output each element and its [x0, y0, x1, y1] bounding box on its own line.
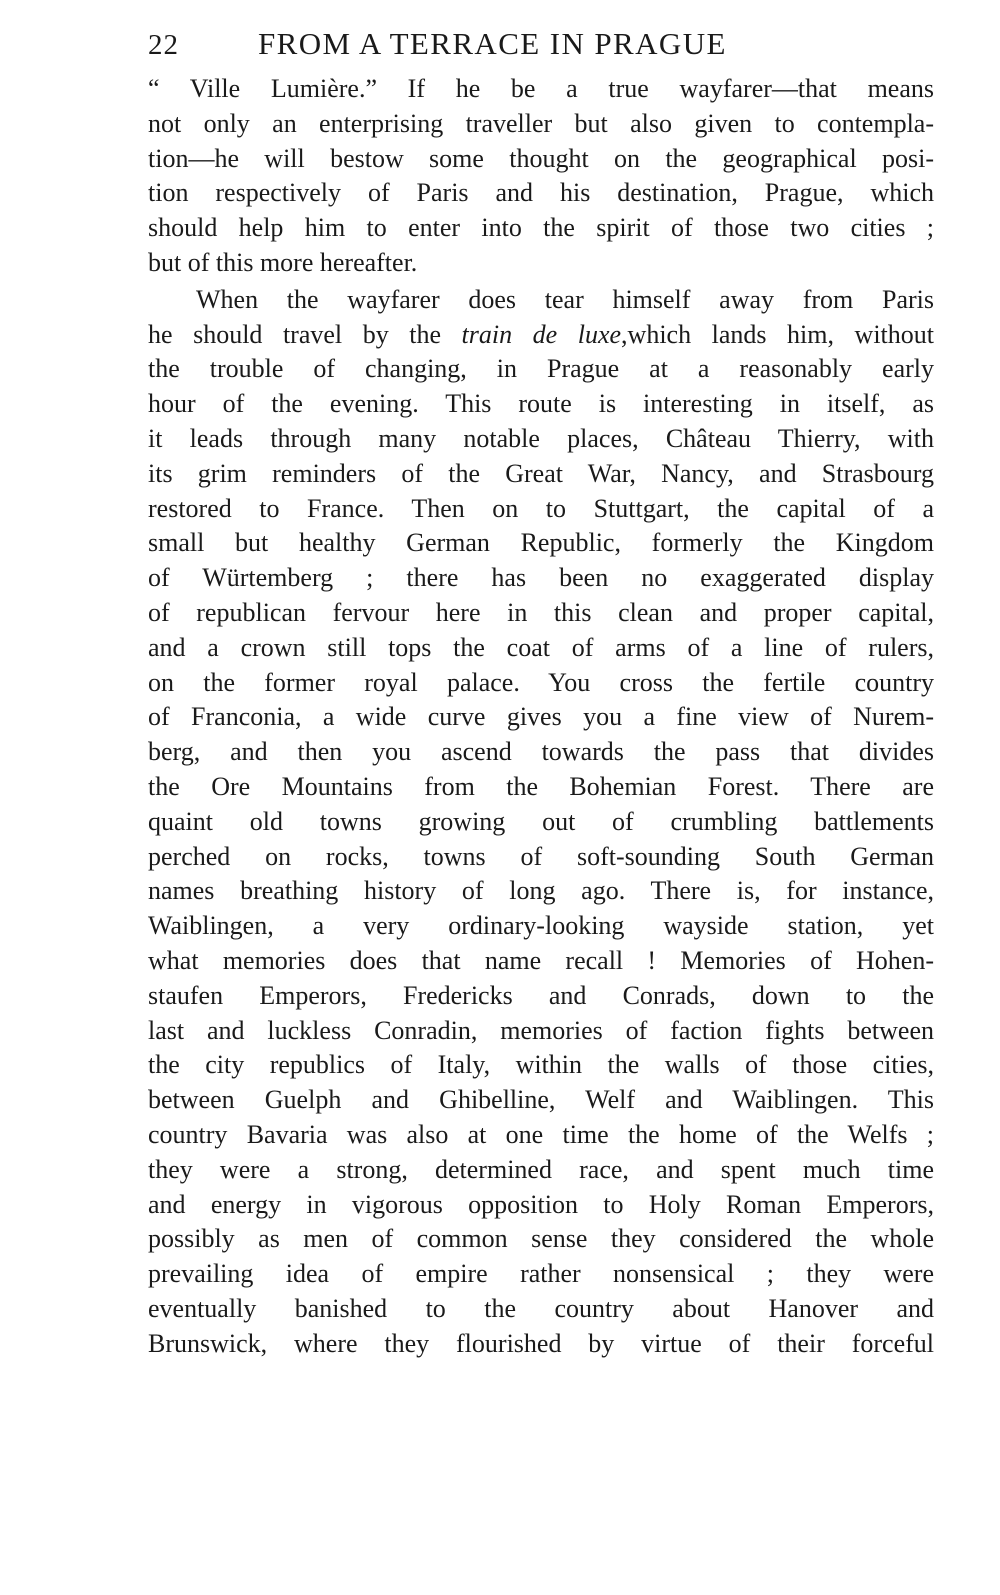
text-line: “ Ville Lumière.” If he be a true wayfarer—that means [148, 74, 934, 103]
text-line: quaint old towns growing out of crumbling battlements [148, 806, 934, 836]
text-line: they were a strong, determined race, and spent much time [148, 1154, 934, 1184]
text-line: not only an enterprising traveller but also given to contempla- [148, 108, 934, 138]
text-line: small but healthy German Republic, formerly the Kingdom [148, 528, 934, 558]
text-line: and energy in vigorous opposition to Holy Roman Emperors, [148, 1189, 934, 1219]
text-line: country Bavaria was also at one time the home of the Welfs ; [148, 1119, 934, 1149]
text-line: prevailing idea of empire rather nonsensical ; they were [148, 1259, 934, 1289]
text-line: hour of the evening. This route is interesting in itself, as [148, 389, 934, 419]
paragraph-1 [148, 72, 934, 281]
text-line: of republican fervour here in this clean and proper capital, [148, 597, 934, 627]
text-segment: ,which lands him, without [621, 319, 934, 349]
text-line: it leads through many notable places, Château Thierry, with [148, 423, 934, 453]
running-title: FROM A TERRACE IN PRAGUE [258, 26, 727, 61]
text-line [148, 318, 934, 353]
text-line: tion—he will bestow some thought on the geographical posi- [148, 143, 934, 173]
text-line: and a crown still tops the coat of arms of a line of rulers, [148, 632, 934, 662]
text-line: When the wayfarer does tear himself away from Paris [196, 284, 934, 314]
running-head [148, 26, 934, 72]
text-line: last and luckless Conradin, memories of faction fights between [148, 1015, 934, 1045]
text-line: staufen Emperors, Fredericks and Conrads, down to the [148, 980, 934, 1010]
paragraph-2 [148, 283, 934, 1362]
text-line: possibly as men of common sense they considered the whole [148, 1224, 934, 1254]
book-page [148, 26, 934, 1361]
text-line: its grim reminders of the Great War, Nancy, and Strasbourg [148, 458, 934, 488]
text-line: tion respectively of Paris and his destination, Prague, which [148, 178, 934, 208]
text-line: the trouble of changing, in Prague at a reasonably early [148, 354, 934, 384]
text-line: what memories does that name recall ! Memories of Hohen- [148, 945, 934, 975]
page-number: 22 [148, 29, 179, 61]
text-line: perched on rocks, towns of soft-sounding South German [148, 841, 934, 871]
text-segment: he should travel by the [148, 319, 462, 349]
italic-phrase: train de luxe [461, 319, 622, 349]
text-line: Brunswick, where they flourished by virtue of their forceful [148, 1328, 934, 1358]
text-line: of Würtemberg ; there has been no exaggerated display [148, 563, 934, 593]
text-line: but of this more hereafter. [148, 247, 418, 277]
text-line: of Franconia, a wide curve gives you a fine view of Nurem- [148, 702, 934, 732]
text-line: Waiblingen, a very ordinary-looking wayside station, yet [148, 911, 934, 941]
text-line: names breathing history of long ago. There is, for instance, [148, 876, 934, 906]
text-line: berg, and then you ascend towards the pass that divides [148, 737, 934, 767]
text-line: on the former royal palace. You cross the fertile country [148, 667, 934, 697]
text-line: the city republics of Italy, within the walls of those cities, [148, 1050, 934, 1080]
text-line: eventually banished to the country about Hanover and [148, 1293, 934, 1323]
text-line: the Ore Mountains from the Bohemian Forest. There are [148, 771, 934, 801]
text-line: should help him to enter into the spirit of those two cities ; [148, 213, 934, 243]
text-line: restored to France. Then on to Stuttgart, the capital of a [148, 493, 934, 523]
text-line: between Guelph and Ghibelline, Welf and Waiblingen. This [148, 1085, 934, 1115]
